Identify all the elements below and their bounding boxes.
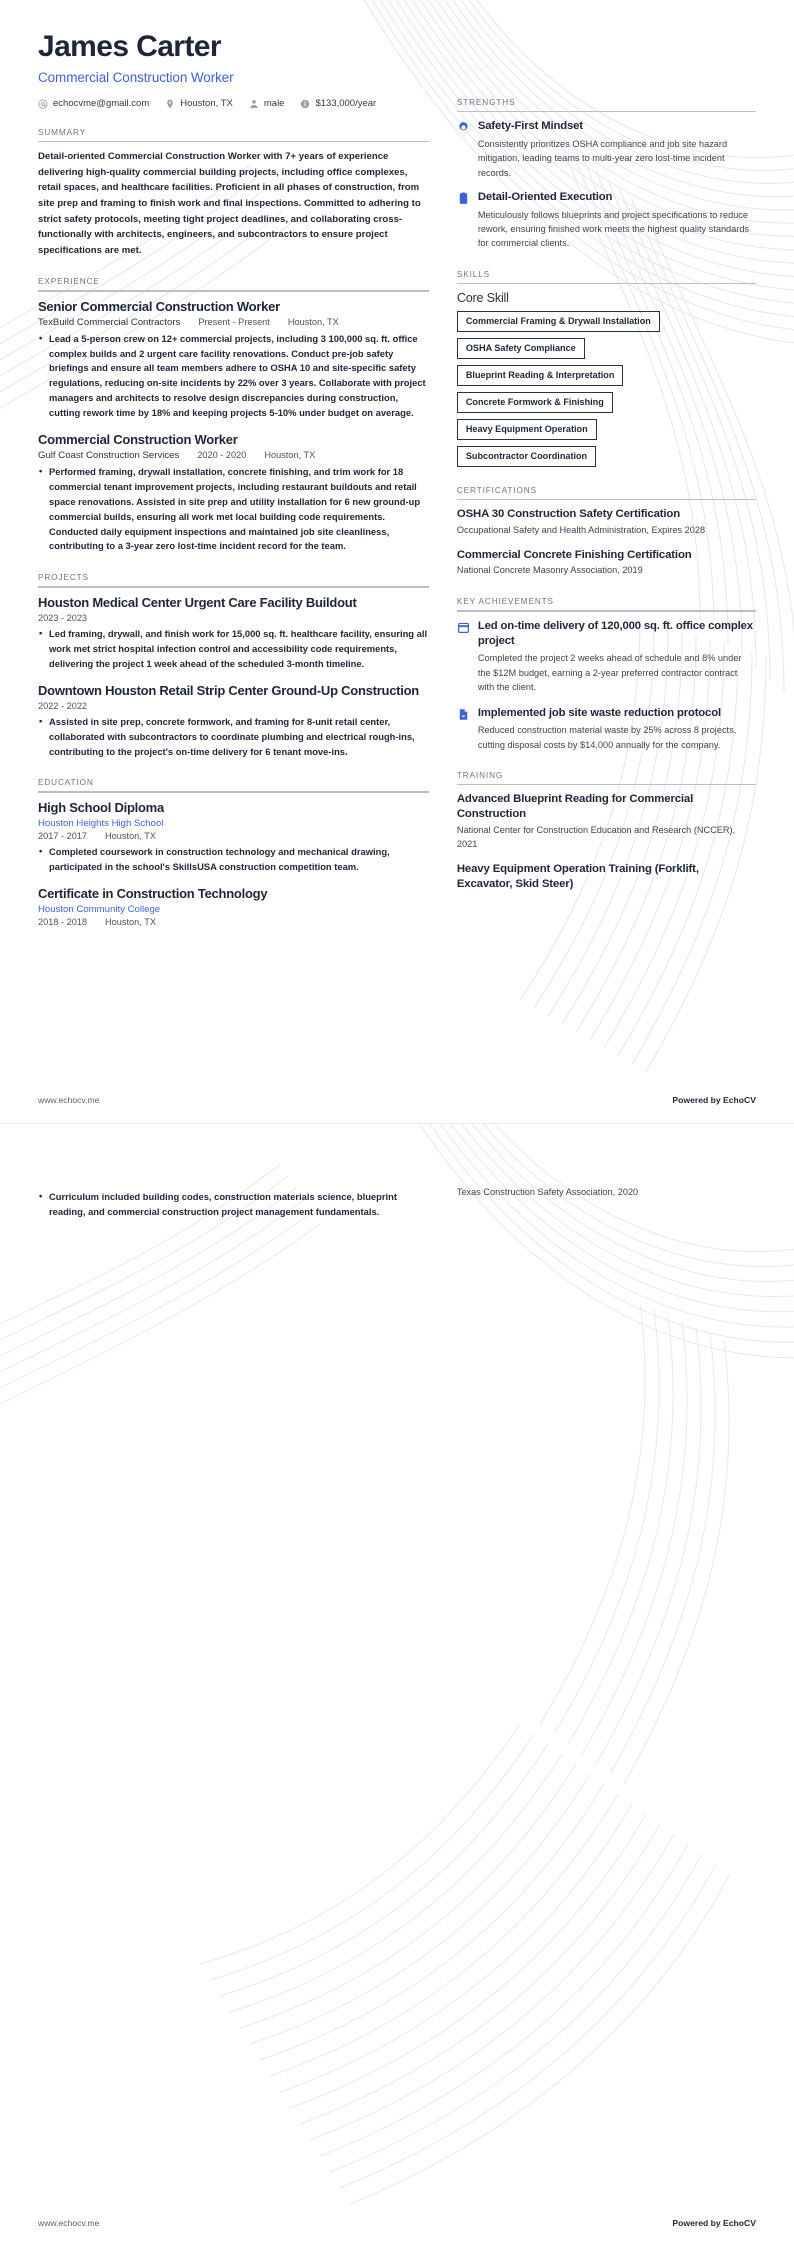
divider bbox=[38, 141, 429, 142]
section-title-certifications: CERTIFICATIONS bbox=[456, 485, 537, 495]
experience-meta bbox=[38, 450, 429, 461]
education-entry bbox=[38, 800, 429, 875]
section-title-education: EDUCATION bbox=[38, 778, 94, 788]
footer-website[interactable]: www.echocv.me bbox=[38, 1095, 100, 1105]
education-continued-bullets bbox=[38, 1190, 429, 1220]
info-circle-icon bbox=[300, 99, 310, 109]
contact-row bbox=[38, 98, 429, 109]
page-1-footer bbox=[38, 1095, 756, 1105]
project-bullets bbox=[38, 627, 429, 672]
summary-text: Detail-oriented Commercial Construction Worker with 7+ years of experience delivering high-quality commercial building projects, including office complexes, retail spaces, and healthcare facilities. Proficient in all phases of construction, from site prep and framing to finish work and final inspections. Committed to adhering to strict safety protocols, meeting tight project deadlines, and collaborating cross-functionally with architects, engineers, and subcontractors to ensure project specifications are met. bbox=[38, 151, 421, 256]
section-achievements bbox=[457, 597, 756, 752]
certification-title: OSHA 30 Construction Safety Certification bbox=[456, 508, 681, 521]
experience-dates: 2020 - 2020 bbox=[197, 450, 247, 461]
strength-item bbox=[457, 190, 756, 251]
project-title: Houston Medical Center Urgent Care Facility Buildout bbox=[38, 594, 357, 610]
education-school-link[interactable]: Houston Community College bbox=[38, 903, 161, 915]
certification-issuer: Occupational Safety and Health Administration, Expires 2028 bbox=[456, 524, 706, 535]
education-meta bbox=[38, 904, 429, 915]
list-item: • Performed framing, drywall installation, concrete finishing, and trim work for 18 commercial tenant improvement projects, including restaurant buildouts and retail space renovations. Assisted in site prep and utility installation for 6 new ground-up commercial builds, ensuring all work met local building code requirements. Conducted daily equipment inspections and maintained job site cleanliness, contributing to a 3-year zero lost-time incident record for the team. bbox=[49, 465, 429, 554]
job-headline: Commercial Construction Worker bbox=[38, 70, 234, 85]
experience-bullets bbox=[38, 465, 429, 554]
section-training bbox=[457, 771, 756, 891]
divider bbox=[457, 283, 756, 284]
list-item: • Led framing, drywall, and finish work for 15,000 sq. ft. healthcare facility, ensuring all work met strict hospital infection control and accessibility code requirements, delivering the project 1 week ahead of the scheduled 3-month timeline. bbox=[49, 627, 429, 672]
divider bbox=[38, 791, 429, 792]
page-2-right-column bbox=[457, 1186, 756, 1222]
experience-org: Gulf Coast Construction Services bbox=[38, 450, 180, 462]
achievement-title: Implemented job site waste reduction protocol bbox=[477, 706, 721, 719]
contact-location-value: Houston, TX bbox=[180, 98, 233, 109]
section-title-summary: SUMMARY bbox=[38, 128, 87, 137]
training-issuer: National Center for Construction Education and Research (NCCER), 2021 bbox=[456, 825, 736, 849]
section-strengths bbox=[457, 98, 756, 251]
header-block bbox=[38, 30, 429, 109]
experience-dates: Present - Present bbox=[198, 316, 270, 327]
section-skills bbox=[457, 270, 756, 467]
section-certifications bbox=[457, 486, 756, 579]
contact-salary bbox=[300, 98, 376, 109]
project-bullets bbox=[38, 715, 429, 760]
education-dates: 2017 - 2017 bbox=[38, 831, 88, 841]
divider bbox=[457, 610, 756, 611]
achievement-item bbox=[457, 706, 756, 753]
section-title-achievements: KEY ACHIEVEMENTS bbox=[456, 597, 554, 607]
project-entry bbox=[38, 683, 429, 760]
certification-issuer: National Concrete Masonry Association, 2019 bbox=[456, 565, 643, 576]
skill-tag: Subcontractor Coordination bbox=[457, 446, 596, 467]
certification-title: Commercial Concrete Finishing Certification bbox=[456, 548, 692, 561]
project-entry bbox=[38, 595, 429, 672]
divider bbox=[457, 784, 756, 785]
training-title: Heavy Equipment Operation Training (Forklift, Excavator, Skid Steer) bbox=[456, 862, 699, 890]
right-column bbox=[457, 30, 756, 927]
education-meta bbox=[38, 818, 429, 829]
footer-powered-by: Powered by EchoCV bbox=[672, 1095, 756, 1105]
project-meta bbox=[38, 701, 429, 711]
strength-description: Consistently prioritizes OSHA compliance and job site hazard mitigation, leading teams to multi-year zero lost-time incident records. bbox=[477, 139, 728, 178]
contact-salary-value: $133,000/year bbox=[315, 98, 377, 109]
strength-title: Safety-First Mindset bbox=[477, 120, 583, 133]
education-meta-2 bbox=[38, 917, 429, 927]
section-title-projects: PROJECTS bbox=[38, 573, 89, 583]
training-title: Advanced Blueprint Reading for Commercial Construction bbox=[456, 793, 694, 821]
list-item: • Assisted in site prep, concrete formwork, and framing for 8-unit retail center, collaborated with subcontractors to coordinate plumbing and electrical rough-ins, contributing to the project's on-time delivery for 6 tenant move-ins. bbox=[49, 715, 429, 760]
resume-page-2 bbox=[0, 1123, 794, 2246]
experience-bullets bbox=[38, 332, 429, 421]
experience-entry bbox=[38, 432, 429, 554]
left-column bbox=[38, 30, 457, 927]
section-title-strengths: STRENGTHS bbox=[456, 98, 516, 107]
project-title: Downtown Houston Retail Strip Center Ground-Up Construction bbox=[38, 682, 420, 698]
footer-powered-by: Powered by EchoCV bbox=[672, 2218, 756, 2228]
list-item: • Completed coursework in construction technology and mechanical drawing, participated in the school's SkillsUSA construction competition team. bbox=[49, 845, 429, 875]
section-summary bbox=[38, 128, 429, 258]
skill-tag-list bbox=[457, 311, 756, 466]
section-projects bbox=[38, 573, 429, 759]
experience-org: TexBuild Commercial Contractors bbox=[38, 316, 181, 328]
gear-icon bbox=[457, 121, 470, 134]
skill-tag: Heavy Equipment Operation bbox=[457, 419, 597, 440]
section-title-training: TRAINING bbox=[456, 771, 504, 781]
section-education bbox=[38, 778, 429, 927]
training-issuer-continued: Texas Construction Safety Association, 2020 bbox=[456, 1187, 639, 1197]
section-experience bbox=[38, 277, 429, 554]
skill-tag: Blueprint Reading & Interpretation bbox=[457, 365, 624, 386]
footer-website[interactable]: www.echocv.me bbox=[38, 2218, 100, 2228]
list-item: • Lead a 5-person crew on 12+ commercial projects, including 3 100,000 sq. ft. office complex builds and 2 urgent care facility renovations. Conduct pre-job safety briefings and ensure all team members adhere to OSHA 10 and site-specific safety regulations, reducing on-site incidents by 22% over 3 years. Collaborate with project managers and architects to resolve design discrepancies during construction, cutting rework time by 18% and keeping projects 5-10% under budget on average. bbox=[49, 332, 429, 421]
training-item bbox=[457, 862, 756, 892]
strength-description: Meticulously follows blueprints and project specifications to reduce rework, ensuring finished work meets the highest quality standards for commercial clients. bbox=[477, 209, 750, 249]
education-title: High School Diploma bbox=[38, 799, 164, 815]
certification-item bbox=[457, 548, 756, 579]
email-icon bbox=[38, 99, 48, 109]
skill-tag: OSHA Safety Compliance bbox=[457, 338, 585, 359]
education-meta-2 bbox=[38, 831, 429, 841]
education-title: Certificate in Construction Technology bbox=[38, 885, 268, 901]
strength-title: Detail-Oriented Execution bbox=[477, 191, 613, 204]
achievement-description: Reduced construction material waste by 25% across 8 projects, cutting disposal costs by $14,000 annually for the company. bbox=[477, 725, 737, 750]
project-dates: 2022 - 2022 bbox=[38, 700, 88, 711]
contact-gender bbox=[249, 98, 285, 109]
contact-gender-value: male bbox=[263, 98, 285, 109]
skill-tag: Commercial Framing & Drywall Installation bbox=[457, 311, 660, 332]
experience-location: Houston, TX bbox=[264, 450, 316, 461]
contact-email-value: echocvme@gmail.com bbox=[53, 98, 150, 109]
section-title-experience: EXPERIENCE bbox=[38, 277, 100, 287]
divider bbox=[38, 290, 429, 291]
strength-item bbox=[457, 119, 756, 180]
page-1-content bbox=[0, 0, 794, 927]
recycle-document-icon bbox=[457, 708, 470, 721]
page-title: James Carter bbox=[38, 30, 221, 63]
skill-tag: Concrete Formwork & Finishing bbox=[457, 392, 613, 413]
certification-item bbox=[457, 507, 756, 538]
decorative-wave-background bbox=[0, 1124, 794, 2246]
divider bbox=[457, 499, 756, 500]
achievement-description: Completed the project 2 weeks ahead of schedule and 8% under the $12M budget, earning a 2-year preferred contractor contract with the client. bbox=[477, 653, 742, 693]
experience-title: Senior Commercial Construction Worker bbox=[38, 298, 280, 314]
page-2-left-column bbox=[38, 1186, 457, 1222]
section-title-skills: SKILLS bbox=[456, 269, 491, 279]
calendar-icon bbox=[457, 621, 470, 634]
experience-location: Houston, TX bbox=[287, 316, 339, 327]
person-icon bbox=[249, 99, 259, 109]
project-meta bbox=[38, 613, 429, 623]
training-item bbox=[457, 792, 756, 851]
location-pin-icon bbox=[165, 99, 175, 109]
education-location: Houston, TX bbox=[105, 916, 156, 927]
list-item: • Curriculum included building codes, construction materials science, blueprint reading, and commercial construction project management fundamentals. bbox=[49, 1190, 429, 1220]
contact-email[interactable] bbox=[38, 98, 149, 109]
education-location: Houston, TX bbox=[105, 831, 156, 841]
experience-meta bbox=[38, 317, 429, 328]
achievement-item bbox=[457, 619, 756, 695]
education-dates: 2018 - 2018 bbox=[38, 916, 88, 927]
education-school-link[interactable]: Houston Heights High School bbox=[38, 818, 164, 829]
skill-group-label: Core Skill bbox=[456, 291, 509, 306]
clipboard-icon bbox=[457, 192, 470, 205]
project-dates: 2023 - 2023 bbox=[38, 612, 88, 623]
contact-location[interactable] bbox=[165, 98, 233, 109]
page-2-footer bbox=[38, 2218, 756, 2228]
experience-title: Commercial Construction Worker bbox=[38, 431, 238, 447]
divider bbox=[457, 111, 756, 112]
divider bbox=[38, 586, 429, 587]
page-2-content bbox=[0, 1124, 794, 1222]
education-bullets bbox=[38, 845, 429, 875]
experience-entry bbox=[38, 299, 429, 421]
achievement-title: Led on-time delivery of 120,000 sq. ft. office complex project bbox=[477, 619, 753, 647]
education-entry bbox=[38, 886, 429, 927]
